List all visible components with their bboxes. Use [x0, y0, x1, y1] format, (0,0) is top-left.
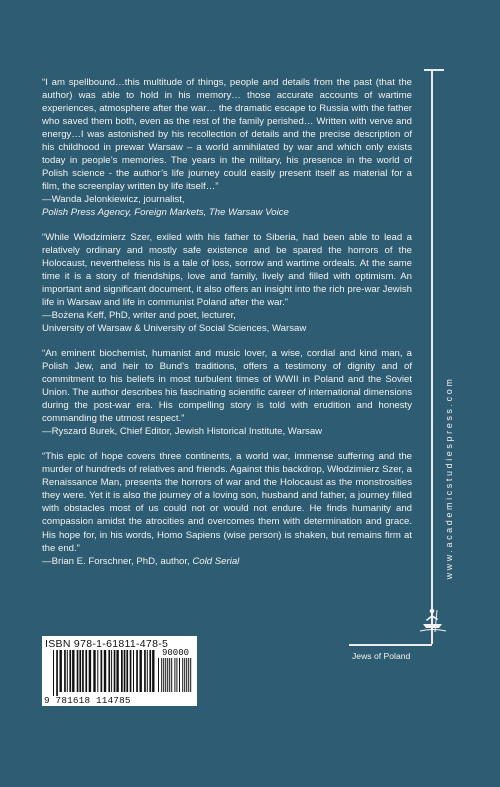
- barcode-bar: [149, 650, 151, 692]
- barcode-bar: [184, 658, 185, 692]
- barcode-bar: [152, 650, 154, 692]
- barcode-bar: [188, 658, 189, 692]
- frame-vertical-line: [431, 69, 433, 644]
- barcode-bar: [104, 650, 106, 692]
- barcode-bar: [165, 658, 166, 692]
- quote-attribution: [42, 193, 412, 219]
- quote-text: “While Włodzimierz Szer, exiled with his father to Siberia, had been able to lead a relatively ordinary and mostly safe existence and be spared the horrors of the Holocaust, nevertheless his is a tale of loss, sorrow and wartime ordeals. At the same time it is a story of friendships, love and family, lively and filled with optimism. An important and significant document, it also offers an insight into the rich pre-war Jewish life in Warsaw and life in communist Poland after the war.”: [42, 231, 412, 308]
- isbn-barcode: [42, 636, 197, 706]
- barcode-bar: [116, 650, 118, 692]
- attribution-line: —Wanda Jelonkiewicz, journalist,: [42, 194, 185, 206]
- barcode-bar: [121, 650, 123, 692]
- frame-bottom-line: [349, 644, 432, 646]
- barcode-bar: [186, 658, 187, 692]
- barcode-bar: [144, 650, 146, 692]
- barcode-bar: [67, 650, 68, 692]
- endorsement-burek: [42, 347, 412, 438]
- barcode-bar: [158, 658, 159, 692]
- quote-attribution: [42, 555, 412, 568]
- barcode-bar: [147, 650, 148, 692]
- barcode-number: 9 781618 114785: [44, 695, 131, 706]
- barcode-bar: [101, 650, 103, 692]
- barcode-bar: [89, 650, 91, 692]
- barcode-bar: [56, 650, 58, 696]
- barcode-bar: [77, 650, 79, 692]
- attribution-line: —Bożena Keff, PhD, writer and poet, lecturer,: [42, 309, 236, 321]
- attribution-book-title: Cold Serial: [192, 555, 240, 567]
- price-code: 90000: [162, 648, 190, 658]
- barcode-bar: [176, 658, 177, 692]
- isbn-label: ISBN 978-1-61811-478-5: [45, 638, 169, 650]
- barcode-bar: [130, 650, 132, 692]
- barcode-bar: [124, 650, 126, 692]
- barcode-bar: [174, 658, 175, 692]
- barcode-bar: [179, 658, 180, 692]
- barcode-bar: [171, 658, 172, 692]
- publisher-website: www.academicstudiespress.com: [444, 376, 454, 580]
- barcode-bar: [140, 650, 142, 692]
- attribution-line: —Brian E. Forschner, PhD, author,: [42, 555, 193, 567]
- barcode-bar: [53, 650, 54, 696]
- barcode-bar: [161, 658, 162, 692]
- barcode-bar: [69, 650, 71, 692]
- endorsements: [42, 76, 412, 580]
- frame-top-line: [424, 69, 444, 71]
- boat-logo-icon: [418, 604, 448, 636]
- endorsement-keff: [42, 231, 412, 335]
- attribution-line: —Ryszard Burek, Chief Editor, Jewish Historical Institute, Warsaw: [42, 426, 323, 438]
- barcode-bar: [97, 650, 98, 692]
- series-name: Jews of Poland: [352, 651, 411, 661]
- endorsement-jelonkiewicz: [42, 76, 412, 220]
- barcode-bar: [60, 650, 62, 692]
- barcode-bar: [64, 650, 66, 692]
- barcode-bar: [126, 650, 128, 692]
- barcode-bar: [133, 650, 134, 692]
- barcode-bar: [72, 650, 74, 692]
- quote-attribution: [42, 425, 412, 438]
- barcode-bar: [169, 658, 170, 692]
- barcode-bar: [167, 658, 168, 692]
- attribution-affiliation: University of Warsaw & University of Social Sciences, Warsaw: [42, 322, 307, 334]
- barcode-bar: [163, 658, 164, 692]
- quote-text: “This epic of hope covers three continents, a world war, immense suffering and the murder of hundreds of relatives and friends. Against this backdrop, Włodzimierz Szer, a Renaissance Man, presents the horrors of war and the Holocaust as the monstrosities they were. Yet it is also the journey of a loving son, husband and father, a journey filled with obstacles most of us could not or would not endure. He finds humanity and compassion amidst the atrocities and overcomes them with determination and grace. His hope for, in his words, Homo Sapiens (wise person) is shaken, but remains firm at the end.”: [42, 451, 412, 554]
- barcode-bar: [182, 658, 183, 692]
- quote-text: “I am spellbound…this multitude of things, people and details from the past (that the author) was able to hold in his memory… those accurate accounts of wartime experiences, atmosphere after the war… the dramatic escape to Russia with the father who saved them both, even as the rest of the family perished… Written with verve and energy…I was astonished by his recollection of details and the precise description of his childhood in prewar Warsaw – a world annihilated by war and which only exists today in people’s memories. The years in the military, his presence in the world of Polish science - the author’s life journey could easily present itself as material for a film, the screenplay written by life itself…”: [42, 77, 412, 193]
- quote-attribution: [42, 309, 412, 335]
- attribution-publication: Polish Press Agency, Foreign Markets, The Warsaw Voice: [42, 207, 289, 219]
- barcode-bar: [82, 650, 84, 692]
- barcode-bar: [79, 650, 81, 692]
- barcode-addon-bars: [158, 658, 194, 696]
- barcode-bar: [114, 650, 116, 692]
- barcode-bar: [111, 650, 112, 692]
- endorsement-forschner: [42, 450, 412, 567]
- barcode-bar: [190, 658, 191, 692]
- barcode-bar: [136, 650, 138, 692]
- barcode-bar: [108, 650, 110, 692]
- barcode-bars: [53, 650, 155, 696]
- barcode-bar: [93, 650, 95, 692]
- quote-text: “An eminent biochemist, humanist and music lover, a wise, cordial and kind man, a Polish Jew, and heir to Bund’s traditions, offers a testimony of dignity and of commitment to his beliefs in most turbulent times of WWII in Poland and the Soviet Union. The author describes his fascinating scientific career of international dimensions during the post-war era. His compelling story is told with erudition and honesty commanding the utmost respect.”: [42, 347, 412, 425]
- barcode-bar: [85, 650, 87, 692]
